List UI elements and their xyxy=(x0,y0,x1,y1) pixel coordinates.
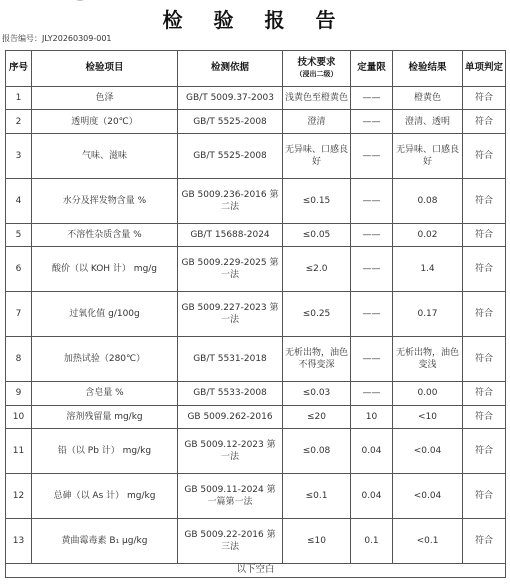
cell-no: 11 xyxy=(6,429,32,474)
cell-basis: GB 5009.11-2024 第一篇第一法 xyxy=(178,474,283,519)
cell-no: 2 xyxy=(6,110,32,133)
cell-result: 0.17 xyxy=(393,292,463,337)
cell-result: <0.04 xyxy=(393,429,463,474)
cell-limit: —— xyxy=(351,223,393,246)
cell-requirement: 澄清 xyxy=(283,110,351,133)
cell-item: 黄曲霉毒素 B₁ μg/kg xyxy=(32,519,178,564)
cell-result: <10 xyxy=(393,405,463,428)
cell-result: 无异味、口感良好 xyxy=(393,133,463,178)
table-row xyxy=(6,247,506,292)
cell-requirement: 无析出物，油色不得变深 xyxy=(283,337,351,382)
cell-limit: —— xyxy=(351,178,393,223)
cell-limit: 0.1 xyxy=(351,519,393,564)
cell-item: 水分及挥发物含量 % xyxy=(32,178,178,223)
cell-limit: 10 xyxy=(351,405,393,428)
header-basis: 检测依据 xyxy=(178,51,283,87)
cell-result: 0.02 xyxy=(393,223,463,246)
cell-judgment: 符合 xyxy=(463,87,506,110)
cell-result: 无析出物，油色变浅 xyxy=(393,337,463,382)
cell-requirement: 浅黄色至橙黄色 xyxy=(283,87,351,110)
cell-judgment: 符合 xyxy=(463,382,506,405)
cell-item: 加热试验（280℃） xyxy=(32,337,178,382)
cell-no: 10 xyxy=(6,405,32,428)
cell-basis: GB/T 5531-2018 xyxy=(178,337,283,382)
cell-requirement: ≤0.03 xyxy=(283,382,351,405)
cell-basis: GB 5009.236-2016 第二法 xyxy=(178,178,283,223)
report-title: 检 验 报 告 xyxy=(162,8,348,32)
table-row xyxy=(6,474,506,519)
cell-limit: —— xyxy=(351,247,393,292)
cell-basis: GB 5009.22-2016 第三法 xyxy=(178,519,283,564)
cell-limit: —— xyxy=(351,87,393,110)
table-row xyxy=(6,405,506,428)
cell-basis: GB/T 5009.37-2003 xyxy=(178,87,283,110)
table-body xyxy=(6,87,506,564)
cell-limit: —— xyxy=(351,337,393,382)
header-item: 检验项目 xyxy=(32,51,178,87)
cell-item: 酸价（以 KOH 计） mg/g xyxy=(32,247,178,292)
cell-requirement: ≤0.25 xyxy=(283,292,351,337)
cell-limit: 0.04 xyxy=(351,429,393,474)
cell-requirement: ≤0.15 xyxy=(283,178,351,223)
cell-limit: —— xyxy=(351,110,393,133)
cell-judgment: 符合 xyxy=(463,178,506,223)
cell-result: 0.00 xyxy=(393,382,463,405)
cell-no: 3 xyxy=(6,133,32,178)
table-row xyxy=(6,87,506,110)
cell-judgment: 符合 xyxy=(463,133,506,178)
cell-result: 0.08 xyxy=(393,178,463,223)
cell-result: <0.1 xyxy=(393,519,463,564)
cell-requirement: ≤0.05 xyxy=(283,223,351,246)
cell-item: 溶剂残留量 mg/kg xyxy=(32,405,178,428)
cell-judgment: 符合 xyxy=(463,337,506,382)
table-row xyxy=(6,292,506,337)
cell-judgment: 符合 xyxy=(463,519,506,564)
cell-basis: GB/T 5533-2008 xyxy=(178,382,283,405)
cell-judgment: 符合 xyxy=(463,405,506,428)
cell-requirement: ≤20 xyxy=(283,405,351,428)
cell-item: 不溶性杂质含量 % xyxy=(32,223,178,246)
header-judgment: 单项判定 xyxy=(463,51,506,87)
cell-no: 1 xyxy=(6,87,32,110)
cell-requirement: ≤0.1 xyxy=(283,474,351,519)
inspection-table xyxy=(5,50,506,578)
cell-item: 过氧化值 g/100g xyxy=(32,292,178,337)
header-result: 检验结果 xyxy=(393,51,463,87)
cell-basis: GB 5009.227-2023 第一法 xyxy=(178,292,283,337)
table-footer-row xyxy=(6,564,506,578)
cell-result: 1.4 xyxy=(393,247,463,292)
cell-judgment: 符合 xyxy=(463,223,506,246)
cell-requirement: ≤2.0 xyxy=(283,247,351,292)
cell-item: 总砷（以 As 计） mg/kg xyxy=(32,474,178,519)
table-row xyxy=(6,133,506,178)
cell-requirement: 无异味、口感良好 xyxy=(283,133,351,178)
report-number: 报告编号：JLY20260309-001 xyxy=(2,34,112,43)
cell-no: 12 xyxy=(6,474,32,519)
table-row xyxy=(6,519,506,564)
cell-judgment: 符合 xyxy=(463,247,506,292)
cell-basis: GB/T 5525-2008 xyxy=(178,110,283,133)
cell-result: <0.04 xyxy=(393,474,463,519)
header-requirement xyxy=(283,51,351,87)
cell-judgment: 符合 xyxy=(463,110,506,133)
cell-limit: —— xyxy=(351,382,393,405)
cell-limit: 0.04 xyxy=(351,474,393,519)
cell-item: 含皂量 % xyxy=(32,382,178,405)
table-row xyxy=(6,110,506,133)
cell-basis: GB 5009.229-2025 第一法 xyxy=(178,247,283,292)
table-footer: 以下空白 xyxy=(6,564,506,578)
cell-result: 澄清、透明 xyxy=(393,110,463,133)
cell-no: 6 xyxy=(6,247,32,292)
header-limit: 定量限 xyxy=(351,51,393,87)
header-requirement-label: 技术要求 xyxy=(297,57,336,69)
cell-judgment: 符合 xyxy=(463,474,506,519)
cell-requirement: ≤0.08 xyxy=(283,429,351,474)
cell-no: 8 xyxy=(6,337,32,382)
cell-basis: GB 5009.12-2023 第一法 xyxy=(178,429,283,474)
header-requirement-sub: （浸出二级） xyxy=(295,70,338,79)
cell-no: 7 xyxy=(6,292,32,337)
cell-basis: GB/T 5525-2008 xyxy=(178,133,283,178)
header-no: 序号 xyxy=(6,51,32,87)
table-row xyxy=(6,429,506,474)
cell-item: 色泽 xyxy=(32,87,178,110)
table-header-row xyxy=(6,51,506,87)
table-row xyxy=(6,337,506,382)
table-row xyxy=(6,223,506,246)
cell-item: 透明度（20℃） xyxy=(32,110,178,133)
cell-requirement: ≤10 xyxy=(283,519,351,564)
cell-basis: GB 5009.262-2016 xyxy=(178,405,283,428)
cell-limit: —— xyxy=(351,133,393,178)
cell-result: 橙黄色 xyxy=(393,87,463,110)
cell-item: 铅（以 Pb 计） mg/kg xyxy=(32,429,178,474)
table-row xyxy=(6,178,506,223)
cell-no: 13 xyxy=(6,519,32,564)
inspection-table-container xyxy=(5,50,505,578)
cell-no: 9 xyxy=(6,382,32,405)
cell-basis: GB/T 15688-2024 xyxy=(178,223,283,246)
cell-limit: —— xyxy=(351,292,393,337)
cell-judgment: 符合 xyxy=(463,292,506,337)
table-row xyxy=(6,382,506,405)
cell-judgment: 符合 xyxy=(463,429,506,474)
cell-item: 气味、滋味 xyxy=(32,133,178,178)
cell-no: 5 xyxy=(6,223,32,246)
cell-no: 4 xyxy=(6,178,32,223)
